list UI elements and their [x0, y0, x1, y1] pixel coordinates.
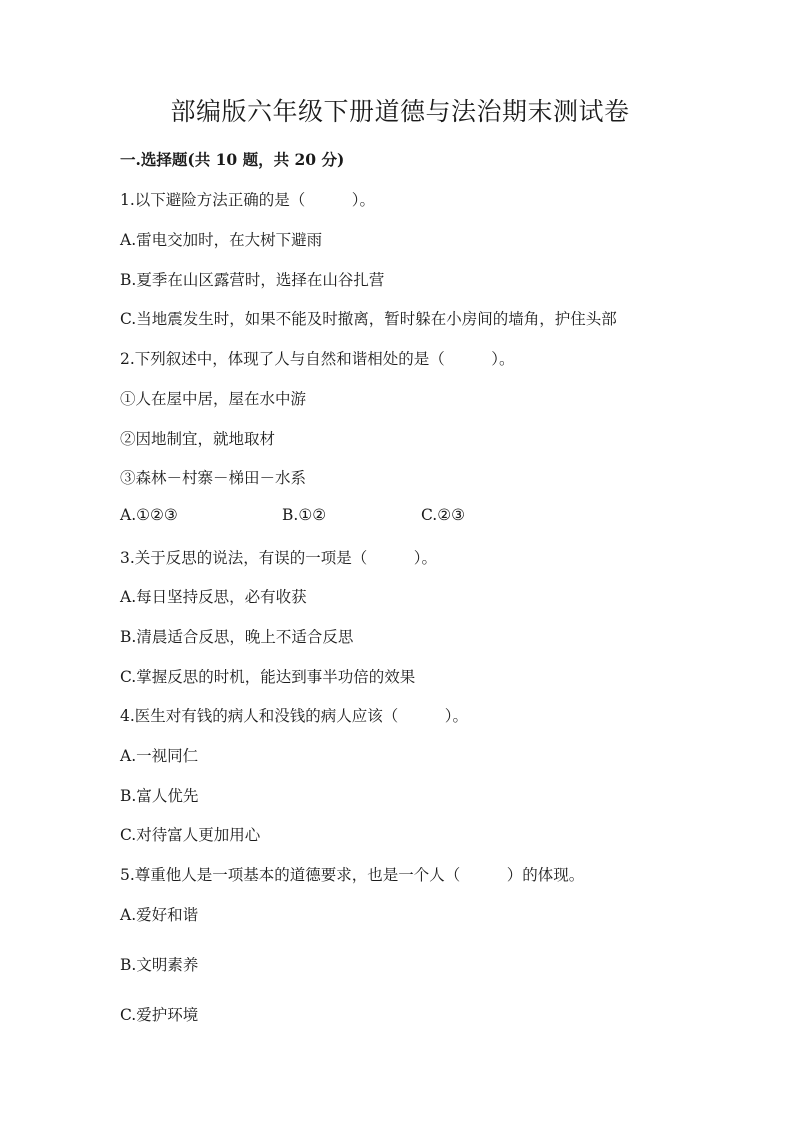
question-5-stem: 5.尊重他人是一项基本的道德要求，也是一个人（ ）的体现。: [120, 866, 585, 884]
section-heading: 一.选择题(共 10 题，共 20 分): [120, 150, 345, 169]
question-2-item-1: ①人在屋中居，屋在水中游: [120, 390, 307, 408]
question-3-stem: 3.关于反思的说法，有误的一项是（ ）。: [120, 549, 438, 567]
question-2-stem: 2.下列叙述中，体现了人与自然和谐相处的是（ ）。: [120, 350, 515, 368]
question-3-option-a: A.每日坚持反思，必有收获: [120, 588, 307, 606]
question-2-item-3: ③森林－村寨－梯田－水系: [120, 469, 307, 487]
question-1-stem: 1.以下避险方法正确的是（ ）。: [120, 191, 376, 209]
question-2-item-2: ②因地制宜，就地取材: [120, 430, 276, 448]
question-4-option-c: C.对待富人更加用心: [120, 826, 261, 844]
question-2-option-c: C.②③: [421, 506, 466, 524]
question-1-option-a: A.雷电交加时，在大树下避雨: [120, 231, 323, 249]
question-4-stem: 4.医生对有钱的病人和没钱的病人应该（ ）。: [120, 707, 469, 725]
question-2-option-a: A.①②③: [120, 506, 178, 524]
question-1-option-b: B.夏季在山区露营时，选择在山谷扎营: [120, 271, 385, 289]
page-title: 部编版六年级下册道德与法治期末测试卷: [170, 97, 630, 126]
question-5-option-c: C.爱护环境: [120, 1006, 199, 1024]
question-2-option-b: B.①②: [282, 506, 327, 524]
question-3-option-c: C.掌握反思的时机，能达到事半功倍的效果: [120, 668, 416, 686]
question-5-option-b: B.文明素养: [120, 956, 199, 974]
question-3-option-b: B.清晨适合反思，晚上不适合反思: [120, 628, 354, 646]
question-1-option-c: C.当地震发生时，如果不能及时撤离，暂时躲在小房间的墙角，护住头部: [120, 310, 617, 328]
question-5-option-a: A.爱好和谐: [120, 906, 199, 924]
question-4-option-a: A.一视同仁: [120, 747, 199, 765]
question-4-option-b: B.富人优先: [120, 787, 199, 805]
